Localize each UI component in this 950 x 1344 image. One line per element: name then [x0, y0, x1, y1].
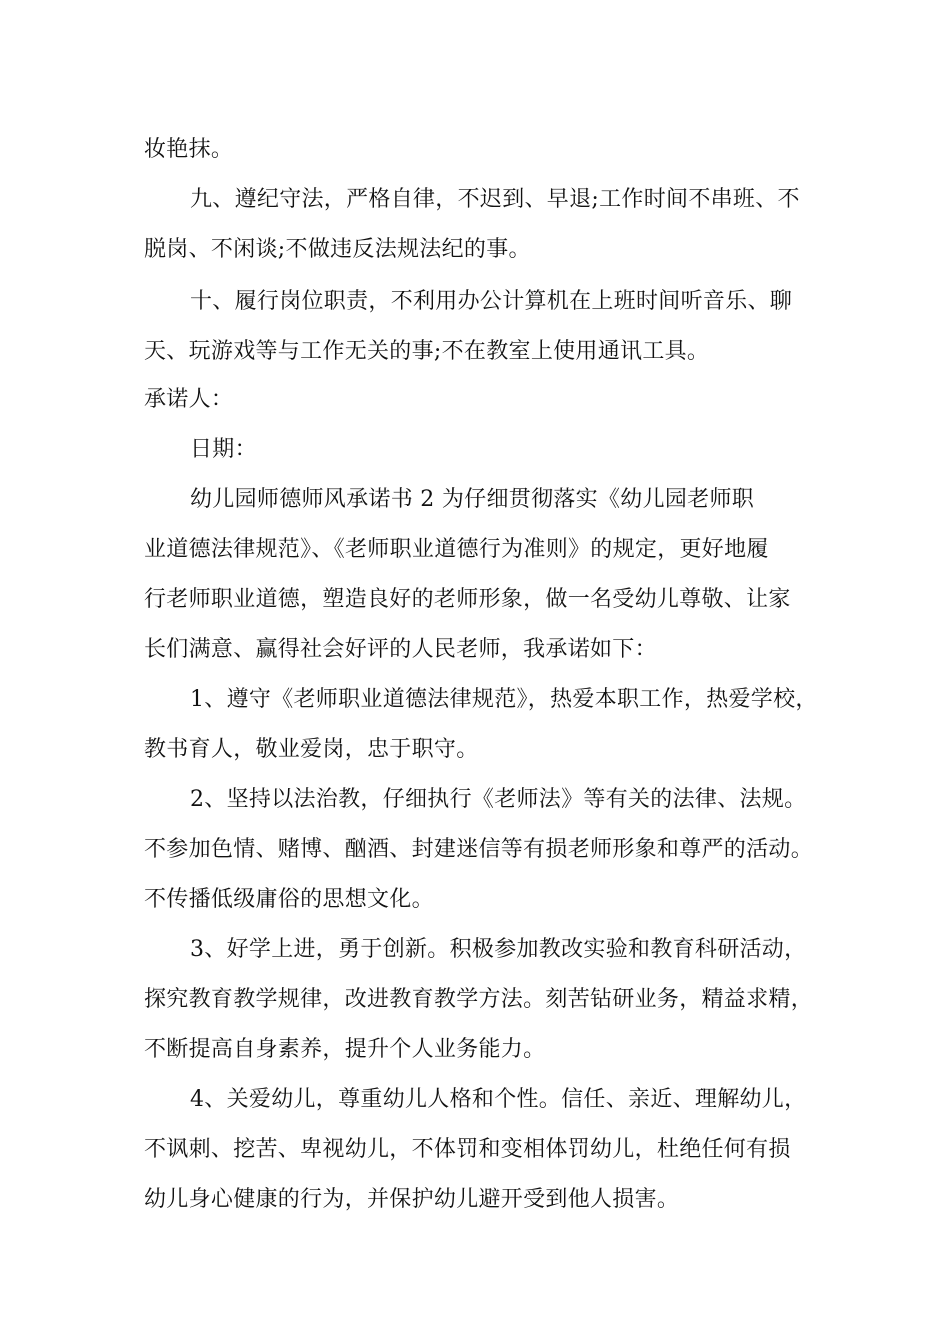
text-line: 幼儿园师德师风承诺书 2 为仔细贯彻落实《幼儿园老师职: [190, 487, 755, 512]
text-line: 不传播低级庸俗的思想文化。: [144, 887, 434, 912]
text-line: 2、坚持以法治教，仔细执行《老师法》等有关的法律、法规。: [190, 787, 807, 812]
text-line: 业道德法律规范》、《老师职业道德行为准则》的规定，更好地履: [144, 537, 769, 562]
text-line: 不讽刺、挖苦、卑视幼儿，不体罚和变相体罚幼儿，杜绝任何有损: [144, 1137, 791, 1162]
text-line: 脱岗、不闲谈;不做违反法规法纪的事。: [144, 237, 531, 262]
text-line: 1、遵守《老师职业道德法律规范》，热爱本职工作，热爱学校，: [190, 687, 818, 712]
text-line: 妆艳抹。: [144, 137, 234, 162]
text-line: 探究教育教学规律，改进教育教学方法。刻苦钻研业务，精益求精，: [144, 987, 814, 1012]
text-line: 九、遵纪守法，严格自律，不迟到、早退;工作时间不串班、不: [190, 187, 800, 212]
text-line: 长们满意、赢得社会好评的人民老师，我承诺如下：: [144, 637, 657, 662]
signatory-label: 承诺人：: [144, 387, 234, 412]
text-line: 不断提高自身素养，提升个人业务能力。: [144, 1037, 546, 1062]
text-line: 十、履行岗位职责，不利用办公计算机在上班时间听音乐、聊: [190, 289, 793, 314]
date-label: 日期：: [190, 437, 257, 462]
text-line: 行老师职业道德，塑造良好的老师形象，做一名受幼儿尊敬、让家: [144, 587, 791, 612]
text-line: 不参加色情、赌博、酗酒、封建迷信等有损老师形象和尊严的活动。: [144, 837, 814, 862]
text-line: 教书育人，敬业爱岗，忠于职守。: [144, 737, 479, 762]
text-line: 幼儿身心健康的行为，并保护幼儿避开受到他人损害。: [144, 1187, 680, 1212]
text-line: 4、关爱幼儿，尊重幼儿人格和个性。信任、亲近、理解幼儿，: [190, 1087, 807, 1112]
text-line: 天、玩游戏等与工作无关的事;不在教室上使用通讯工具。: [144, 339, 710, 364]
text-line: 3、好学上进，勇于创新。积极参加教改实验和教育科研活动，: [190, 937, 807, 962]
